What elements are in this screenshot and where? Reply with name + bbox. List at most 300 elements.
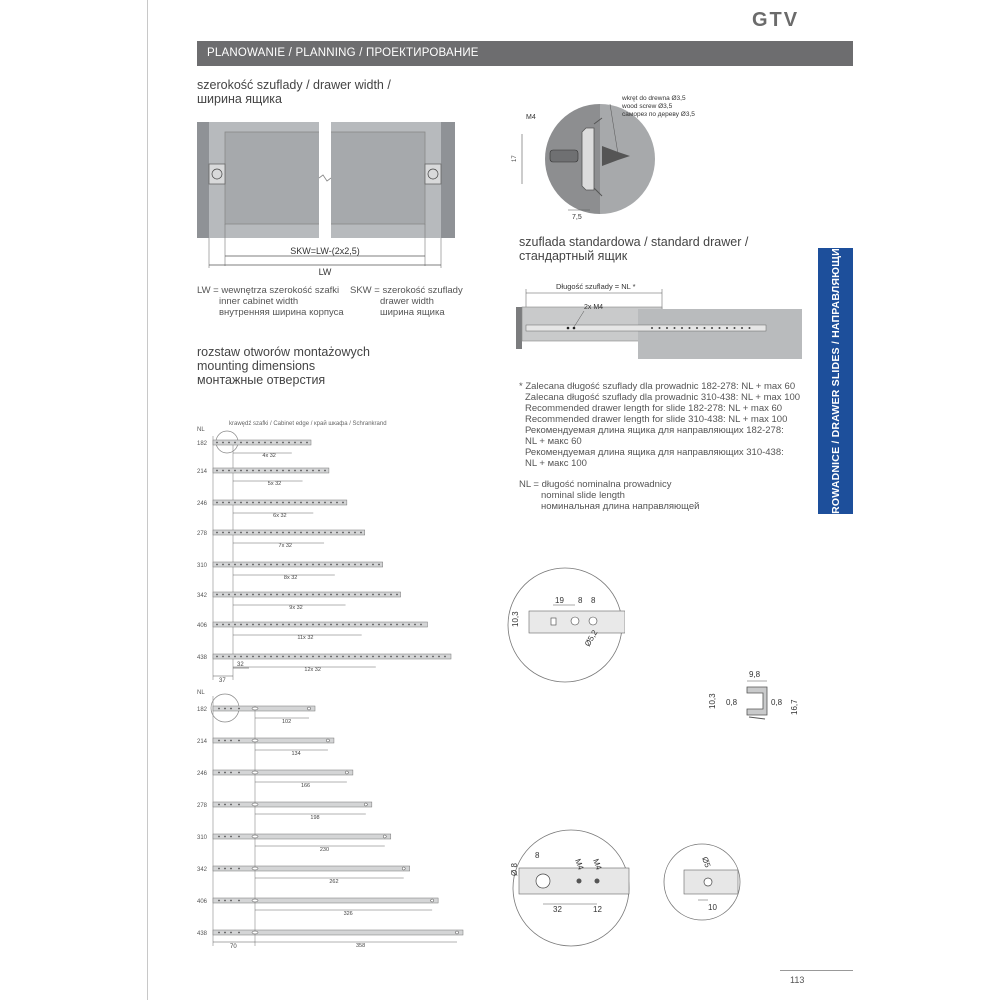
note-line: NL + макс 100 (525, 458, 587, 469)
rail-hole (396, 594, 398, 596)
rail-front-section (519, 868, 629, 894)
dim-16-7: 16,7 (790, 699, 799, 715)
row-nl-label: 214 (197, 469, 208, 475)
rail-hole (258, 564, 260, 566)
row-dim-label: 7x 32 (278, 543, 292, 549)
rail-hole (282, 502, 284, 504)
note-line: Recommended drawer length for slide 310-438: NL + max 100 (525, 414, 788, 425)
lw-legend-line: inner cabinet width (219, 296, 299, 307)
rail-hole (228, 470, 230, 472)
nl-def-line: NL = długość nominalna prowadnicy (519, 479, 672, 490)
rail-hole (222, 442, 224, 444)
lw-legend-line: LW = wewnętrza szerokość szafki (197, 285, 340, 296)
rail-hole (651, 327, 653, 329)
rail-hole (306, 502, 308, 504)
hole-8 (536, 874, 550, 888)
drawer-slide-row (197, 866, 410, 885)
rail-hole (306, 624, 308, 626)
rail-hole (360, 532, 362, 534)
rail-hole (246, 594, 248, 596)
rail-hole (336, 594, 338, 596)
dim-7-5: 7,5 (572, 214, 582, 221)
rail-hole (294, 502, 296, 504)
m4b-label: M4 (591, 857, 604, 872)
rail-hole (696, 327, 698, 329)
rail-hole (224, 772, 226, 774)
rail-hole (276, 470, 278, 472)
rail-hole (378, 594, 380, 596)
rail-hole (222, 470, 224, 472)
rail-hole (402, 624, 404, 626)
rail-hole (218, 772, 220, 774)
cabinet-slide-row (197, 562, 383, 581)
dim-10-small: 10 (708, 903, 717, 912)
rail-hole (300, 564, 302, 566)
end-hole (431, 899, 434, 902)
rail-hole (238, 708, 240, 710)
rail-hole (218, 900, 220, 902)
slide-bar (213, 866, 410, 871)
footer-rule (780, 970, 853, 971)
rail-hole (336, 564, 338, 566)
rail-hole (360, 564, 362, 566)
row-dim-label: 166 (300, 783, 311, 789)
rail-hole (228, 624, 230, 626)
slide-bar (213, 500, 347, 505)
note-line: NL + макс 60 (525, 436, 582, 447)
drawer-hole (252, 867, 258, 870)
rail-hole (336, 624, 338, 626)
profile-diagram (705, 665, 805, 735)
rail-hole (666, 327, 668, 329)
lw-dim-label: LW (318, 267, 332, 277)
rail-hole (342, 656, 344, 658)
slide-bar (213, 562, 383, 567)
dim-8a: 8 (578, 596, 583, 605)
dia-5-label: Ø5 (700, 855, 713, 869)
rail-hole (252, 502, 254, 504)
rail-hole (246, 502, 248, 504)
rail-hole (240, 532, 242, 534)
rail-hole (396, 624, 398, 626)
rail-hole (258, 502, 260, 504)
rail-hole (240, 624, 242, 626)
nl-def-line: номинальная длина направляющей (541, 501, 700, 512)
row-dim-label: 9x 32 (289, 605, 303, 611)
rail-hole (224, 836, 226, 838)
rail-hole (238, 772, 240, 774)
rail-hole (276, 442, 278, 444)
rail-hole (252, 442, 254, 444)
m4-hole (573, 327, 576, 330)
rail-hole (264, 532, 266, 534)
rail-hole (306, 656, 308, 658)
rail-hole (741, 327, 743, 329)
dim-dia-5-2: Ø5,2 (582, 628, 600, 648)
slide-right (425, 164, 441, 184)
rail-hole (228, 564, 230, 566)
slide-bar (213, 802, 372, 807)
rail-hole (300, 656, 302, 658)
rail-hole (276, 656, 278, 658)
standard-drawer-title (519, 235, 748, 263)
slide-rail (526, 325, 766, 331)
rail-hole (288, 564, 290, 566)
rail-hole (366, 656, 368, 658)
lw-legend (197, 285, 344, 318)
rail-hole (270, 442, 272, 444)
standard-drawer-title-line2: стандартный ящик (519, 249, 628, 263)
rail-hole (306, 564, 308, 566)
rail-hole (264, 594, 266, 596)
rail-hole (218, 708, 220, 710)
rail-hole (312, 532, 314, 534)
rail-hole (432, 656, 434, 658)
rail-hole (318, 564, 320, 566)
rail-hole (342, 564, 344, 566)
rail-hole (318, 656, 320, 658)
cabinet-slide-row (197, 440, 311, 459)
rail-hole (238, 804, 240, 806)
rail-hole (216, 594, 218, 596)
rail-hole (348, 532, 350, 534)
rail-hole (342, 502, 344, 504)
rail-hole (300, 532, 302, 534)
hole-m4a (577, 879, 582, 884)
rail-hole (426, 656, 428, 658)
drawer-mounting-diagram (193, 686, 468, 951)
note-line: Zalecana długość szuflady dla prowadnic 310-438: NL + max 100 (525, 392, 801, 403)
cabinet-slide-row (197, 622, 427, 641)
rail-hole (270, 532, 272, 534)
rail-hole (719, 327, 721, 329)
rail-hole (264, 502, 266, 504)
drawer-slide-row (197, 930, 463, 949)
rail-hole (224, 868, 226, 870)
section-title: PLANOWANIE / PLANNING / ПРОЕКТИРОВАНИЕ (207, 47, 479, 59)
rail-hole (300, 624, 302, 626)
rail-hole (228, 442, 230, 444)
rail-hole (300, 442, 302, 444)
rail-hole (348, 624, 350, 626)
drawer-width-diagram (195, 118, 460, 278)
nl-label: NL (197, 427, 205, 433)
row-dim-label: 262 (329, 879, 339, 885)
rail-hole (230, 740, 232, 742)
rail-hole (246, 532, 248, 534)
row-dim-label: 134 (291, 751, 301, 757)
drawer-front (516, 307, 522, 349)
rail-hole (318, 594, 320, 596)
nl-def-line: nominal slide length (541, 490, 625, 501)
rail-hole (336, 656, 338, 658)
rail-hole (288, 532, 290, 534)
rail-hole (324, 594, 326, 596)
rail-hole (330, 532, 332, 534)
rail-hole (288, 442, 290, 444)
slide-bar (213, 770, 353, 775)
rail-hole (258, 656, 260, 658)
rail-hole (306, 470, 308, 472)
cabinet-slide-row (197, 654, 451, 673)
rail-hole (402, 656, 404, 658)
rail-hole (264, 624, 266, 626)
standard-drawer-diagram (512, 279, 802, 361)
rail-hole (360, 656, 362, 658)
rail-hole (234, 442, 236, 444)
rail-hole (372, 564, 374, 566)
rail-hole (306, 594, 308, 596)
rail-hole (366, 564, 368, 566)
rail-hole (294, 656, 296, 658)
slide-left (209, 164, 225, 184)
rail-hole (216, 564, 218, 566)
end-hole (364, 803, 367, 806)
slot-hole (551, 618, 556, 625)
rail-hole (306, 442, 308, 444)
rail-hole (258, 624, 260, 626)
drawer-hole (252, 899, 258, 902)
rail-hole (228, 502, 230, 504)
row-nl-label: 342 (197, 593, 208, 599)
row-nl-label: 182 (197, 441, 208, 447)
rail-hole (288, 594, 290, 596)
rail-hole (222, 624, 224, 626)
m4-hole (567, 327, 570, 330)
row-nl-label: 246 (197, 771, 208, 777)
rail-hole (234, 532, 236, 534)
rail-hole (238, 836, 240, 838)
drawer-width-title-line1: szerokość szuflady / drawer width / (197, 78, 391, 92)
note-line: Recommended drawer length for slide 182-278: NL + max 60 (525, 403, 783, 414)
rail-hole (324, 624, 326, 626)
round-hole (589, 617, 597, 625)
rail-hole (288, 624, 290, 626)
rail-hole (312, 594, 314, 596)
rail-hole (306, 532, 308, 534)
rail-hole (222, 532, 224, 534)
rail-hole (264, 564, 266, 566)
rail-hole (228, 532, 230, 534)
standard-drawer-notes (519, 381, 800, 469)
rail-hole (258, 532, 260, 534)
rail-hole (252, 532, 254, 534)
row-nl-label: 310 (197, 563, 208, 569)
rail-hole (288, 470, 290, 472)
rail-hole (218, 740, 220, 742)
rail-hole (222, 502, 224, 504)
rail-hole (396, 656, 398, 658)
rail-hole (240, 656, 242, 658)
drawer-slide-row (197, 898, 438, 917)
dim-19: 19 (555, 596, 564, 605)
rail-hole (390, 594, 392, 596)
rail-hole (276, 564, 278, 566)
rail-hole (276, 502, 278, 504)
rail-hole (378, 564, 380, 566)
rail-hole (336, 502, 338, 504)
nl-label-2: NL (197, 690, 205, 696)
row-dim-label: 4x 32 (262, 453, 276, 459)
rail-hole (246, 564, 248, 566)
row-nl-label: 406 (197, 623, 208, 629)
rail-hole (384, 656, 386, 658)
rail-hole (222, 594, 224, 596)
row-dim-label: 5x 32 (267, 481, 282, 487)
end-hole (326, 739, 329, 742)
drawer-hole (252, 771, 258, 774)
rail-hole (360, 594, 362, 596)
rail-hole (414, 656, 416, 658)
rail-hole (230, 836, 232, 838)
note-line: Рекомендуемая длина ящика для направляющих 182-278: (525, 425, 784, 436)
rail-hole (234, 624, 236, 626)
rail-hole (342, 532, 344, 534)
rail-hole (354, 656, 356, 658)
rail-hole (330, 594, 332, 596)
rail-hole (324, 532, 326, 534)
rail-hole (318, 470, 320, 472)
rail-hole (258, 470, 260, 472)
drawer-slide-row (197, 802, 372, 821)
rail-hole (312, 502, 314, 504)
rail-hole (294, 532, 296, 534)
dim-10-3-profile: 10,3 (708, 693, 717, 709)
rail-hole (252, 564, 254, 566)
rail-hole (342, 594, 344, 596)
rail-hole (230, 804, 232, 806)
rail-hole (282, 442, 284, 444)
row-dim-label: 326 (343, 911, 353, 917)
row-nl-label: 246 (197, 501, 208, 507)
rail-hole (252, 656, 254, 658)
rail-hole (270, 502, 272, 504)
rail-hole (438, 656, 440, 658)
rail-hole (384, 624, 386, 626)
note-line: * Zalecana długość szuflady dla prowadnic 182-278: NL + max 60 (519, 381, 796, 392)
rail-hole (354, 594, 356, 596)
rail-hole (270, 470, 272, 472)
dim-8-front: 8 (535, 851, 540, 860)
drawer-hole (252, 707, 258, 710)
rail-hole (318, 624, 320, 626)
cabinet-slide-row (197, 592, 401, 611)
front-hole-detail-diagram (505, 828, 637, 948)
row-nl-label: 342 (197, 867, 208, 873)
drawer-slide-row (197, 706, 315, 725)
rail-hole (330, 656, 332, 658)
dim-0-8a: 0,8 (726, 698, 738, 707)
screw-detail-diagram (510, 88, 700, 226)
row-dim-label: 11x 32 (297, 635, 314, 641)
rail-hole (420, 656, 422, 658)
rail-hole (252, 624, 254, 626)
rail-hole (444, 656, 446, 658)
rail-hole (224, 804, 226, 806)
side-tab (818, 240, 853, 522)
rail-hole (282, 470, 284, 472)
m4-label: M4 (526, 114, 536, 121)
small-hole-detail-diagram (662, 840, 742, 924)
rail-hole (372, 656, 374, 658)
row-nl-label: 214 (197, 739, 208, 745)
rail-hole (420, 624, 422, 626)
rail-hole (330, 564, 332, 566)
rail-hole (711, 327, 713, 329)
slide-bar (213, 898, 438, 903)
rail-hole (318, 502, 320, 504)
rail-hole (216, 442, 218, 444)
rail-hole (246, 442, 248, 444)
rail-hole (228, 594, 230, 596)
dim-12-front: 12 (593, 905, 602, 914)
rail-hole (336, 532, 338, 534)
rail-hole (238, 868, 240, 870)
rail-hole (704, 327, 706, 329)
hole-detail-diagram (505, 565, 625, 685)
skw-legend-line: SKW = szerokość szuflady (350, 285, 463, 296)
drawer-length-label: Długość szuflady = NL * (556, 282, 636, 291)
rail-hole (216, 656, 218, 658)
rail-hole (342, 624, 344, 626)
rail-hole (330, 502, 332, 504)
rail-hole (294, 470, 296, 472)
row-nl-label: 406 (197, 899, 208, 905)
rail-hole (252, 470, 254, 472)
rail-hole (734, 327, 736, 329)
rail-hole (234, 564, 236, 566)
slide-bar (213, 440, 311, 445)
skw-legend (350, 285, 463, 318)
hole-m4b (595, 879, 600, 884)
rail-hole (659, 327, 661, 329)
rail-hole (276, 594, 278, 596)
row-dim-label: 198 (310, 815, 320, 821)
skw-legend-line: ширина ящика (380, 307, 445, 318)
dim-8b: 8 (591, 596, 596, 605)
row-nl-label: 278 (197, 531, 208, 537)
slide-bar (213, 706, 315, 711)
rail-hole (294, 624, 296, 626)
rail-hole (294, 442, 296, 444)
rail-hole (224, 740, 226, 742)
rail-hole (324, 564, 326, 566)
end-hole (345, 771, 348, 774)
rail-hole (218, 932, 220, 934)
cabinet-slide-row (197, 468, 329, 487)
row-nl-label: 278 (197, 803, 208, 809)
rail-hole (681, 327, 683, 329)
drawer-hole (252, 931, 258, 934)
rail-hole (348, 594, 350, 596)
rail-hole (246, 656, 248, 658)
rail-hole (234, 470, 236, 472)
rail-hole (348, 564, 350, 566)
screw-label-ru: саморез по дереву Ø3,5 (622, 111, 695, 118)
rail-hole (378, 656, 380, 658)
rail-hole (324, 502, 326, 504)
end-hole (383, 835, 386, 838)
rail-hole (312, 564, 314, 566)
drawer-hole (252, 803, 258, 806)
cabinet-dim-32: 32 (237, 662, 244, 668)
section-header (197, 41, 853, 66)
rail-hole (238, 932, 240, 934)
rail-hole (348, 656, 350, 658)
rail-hole (354, 624, 356, 626)
rail-hole (276, 624, 278, 626)
profile-shape (747, 687, 767, 715)
